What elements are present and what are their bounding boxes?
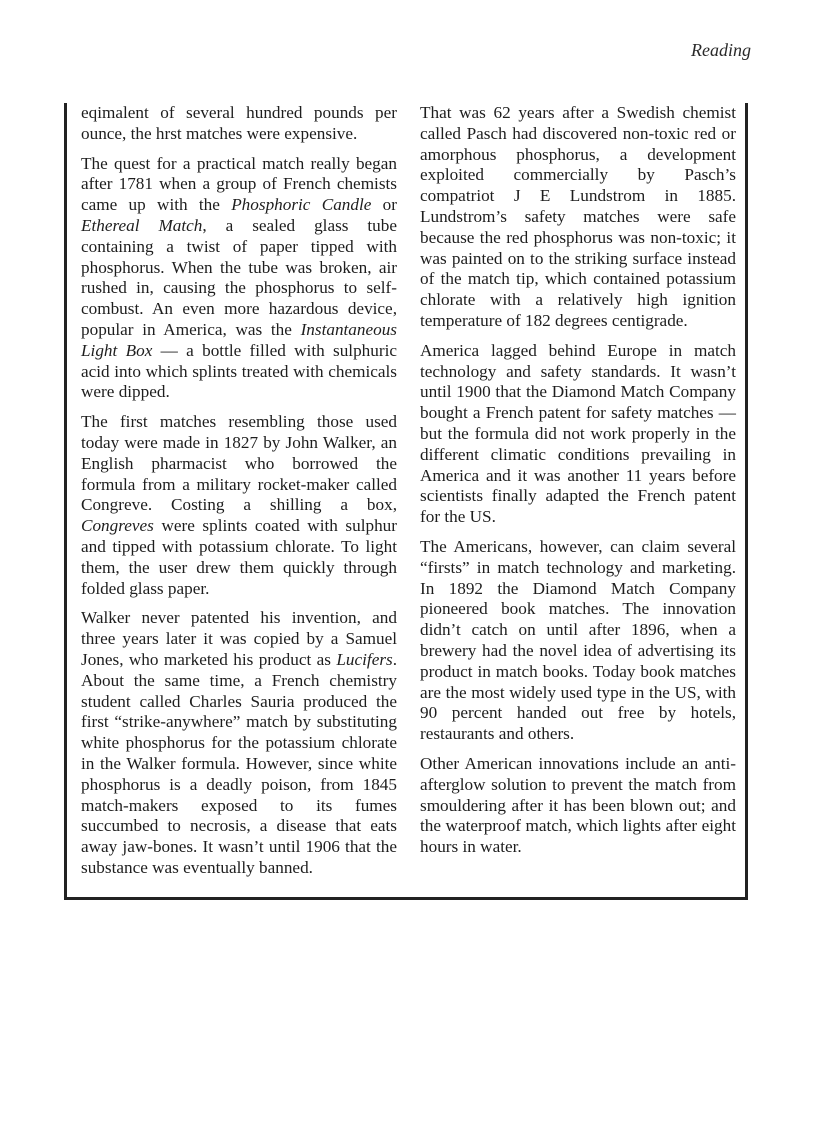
paragraph: The Americans, however, can claim several “firsts” in match technology and marketing. In 1892 the Diamond Match Company pioneered book matches. The innovation didn’t catch on until after 1896, when a brewery had the novel idea of advertising its product in match books. Today book matches are the most widely used type in the US, with 90 percent handed out free by hotels, restaurants and others. — [420, 536, 736, 744]
paragraph: That was 62 years after a Swedish chemist called Pasch had discovered non-toxic red or amorphous phosphorus, a development exploited commercially by Pasch’s compatriot J E Lundstrom in 1885. Lundstrom’s safety matches were safe because the red phosphorus was non-toxic; it was painted on to the striking surface instead of the match tip, which contained potassium chlorate with a relatively high ignition temperature of 182 degrees centigrade. — [420, 103, 736, 330]
right-column — [420, 103, 736, 867]
emphasis: Instantaneous Light Box — [81, 319, 397, 360]
emphasis: Lucifers — [336, 649, 393, 669]
emphasis: Congreves — [81, 516, 154, 536]
emphasis: Ethereal Match — [81, 215, 203, 235]
running-title: Reading — [691, 40, 751, 60]
paragraph: The quest for a practical match really began after 1781 when a group of French chemists came up with the Phosphoric Candle or Ethereal Match, a sealed glass tube containing a twist of paper tipped with phosphorus. When the tube was broken, air rushed in, causing the phosphorus to self-combust. An even more hazardous device, popular in America, was the Instantaneous Light Box — a bottle filled with sulphuric acid into which splints treated with chemicals were dipped. — [81, 153, 398, 402]
paragraph: America lagged behind Europe in match technology and safety standards. It wasn’t until 1900 that the Diamond Match Company bought a French patent for safety matches — but the formula did not work properly in the different climatic conditions prevailing in America and it was another 11 years before scientists finally adapted the French patent for the US. — [420, 340, 736, 527]
paragraph: Other American innovations include an anti-afterglow solution to prevent the match from smouldering after it has been blown out; and the waterproof match, which lights after eight hours in water. — [420, 753, 736, 857]
paragraph: The first matches resembling those used today were made in 1827 by John Walker, an English pharmacist who borrowed the formula from a military rocket-maker called Congreve. Costing a shilling a box, Congreves were splints coated with sulphur and tipped with potassium chlorate. To light them, the user drew them quickly through folded glass paper. — [81, 412, 397, 598]
paragraph: eqimalent of several hundred pounds per ounce, the hrst matches were expensive. — [81, 103, 397, 143]
article-box — [64, 103, 748, 900]
left-column — [81, 103, 397, 888]
emphasis: Phosphoric Candle — [231, 195, 372, 215]
paragraph: Walker never patented his invention, and three years later it was copied by a Samuel Jones, who marketed his product as Lucifers. About the same time, a French chemistry student called Charles Sauria produced the first “strike-anywhere” match by substituting white phosphorus for the potassium chlorate in the Walker formula. However, since white phosphorus is a deadly poison, from 1845 match-makers exposed to its fumes succumbed to necrosis, a disease that eats away jaw-bones. It wasn’t until 1906 that the substance was eventually banned. — [81, 608, 397, 877]
